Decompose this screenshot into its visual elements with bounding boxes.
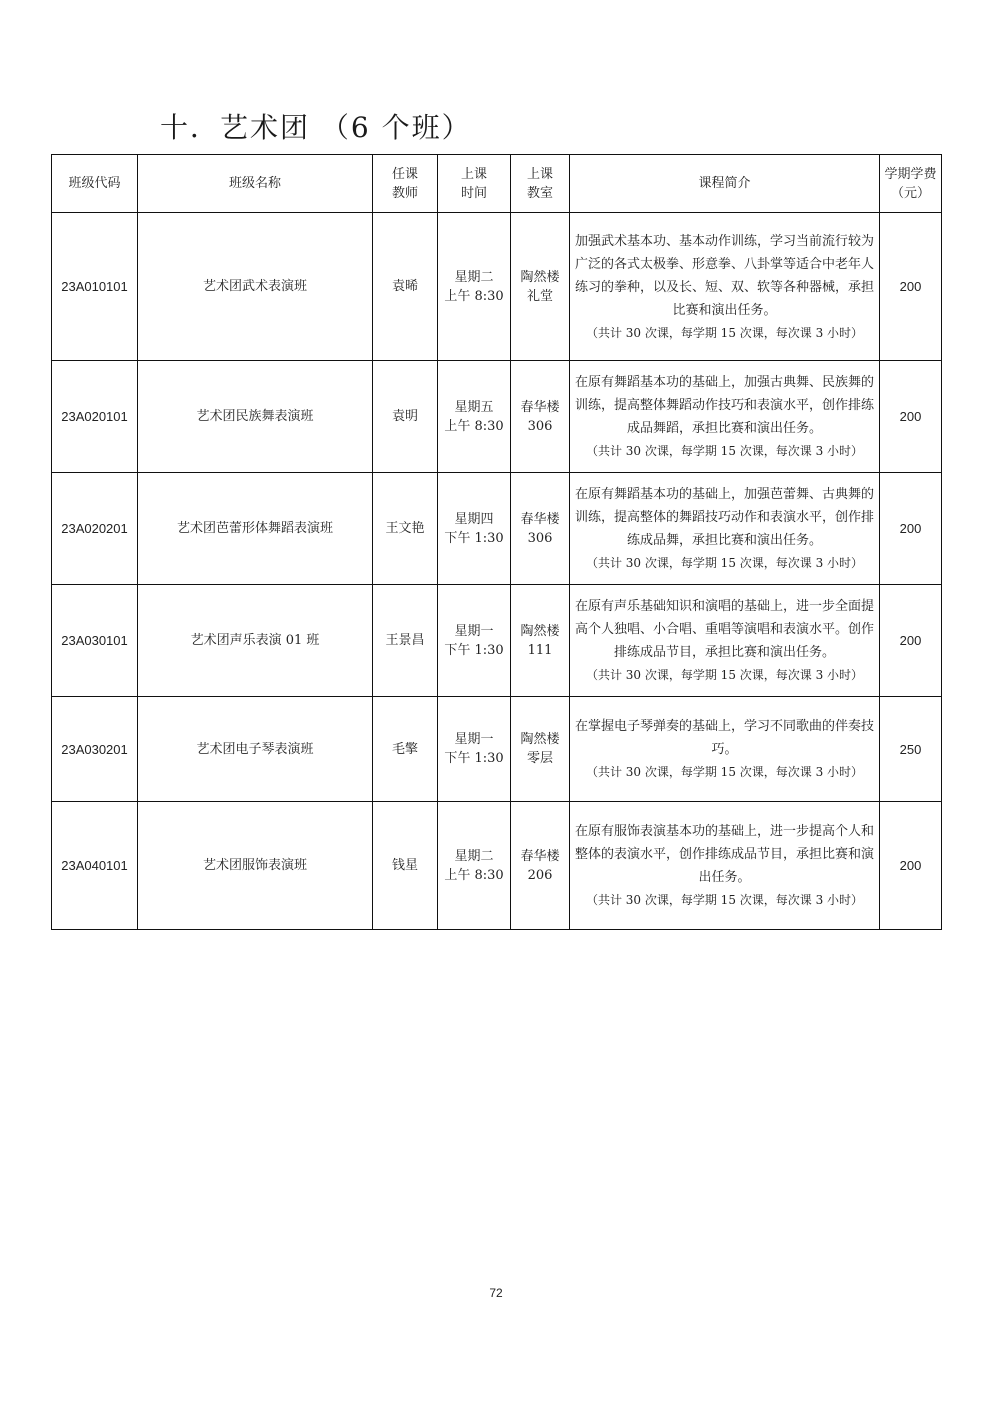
teacher: 王文艳 [373,473,438,585]
header-code: 班级代码 [52,155,138,213]
table-row [52,473,942,585]
course-intro: 在原有声乐基础知识和演唱的基础上，进一步全面提高个人独唱、小合唱、重唱等演唱和表演水平。创作排练成品节目，承担比赛和演出任务。 （共计 30 次课，每学期 15 次课，每次课 3 小时） [570,585,880,697]
class-time: 星期五 上午 8:30 [438,361,511,473]
teacher: 毛擎 [373,697,438,802]
table-row [52,802,942,930]
header-name: 班级名称 [138,155,373,213]
class-name: 艺术团民族舞表演班 [138,361,373,473]
class-name: 艺术团声乐表演 01 班 [138,585,373,697]
classroom: 春华楼 306 [511,361,570,473]
course-intro: 在掌握电子琴弹奏的基础上，学习不同歌曲的伴奏技巧。 （共计 30 次课，每学期 15 次课，每次课 3 小时） [570,697,880,802]
class-time: 星期二 上午 8:30 [438,213,511,361]
header-time: 上课 时间 [438,155,511,213]
class-code: 23A010101 [52,213,138,361]
teacher: 钱星 [373,802,438,930]
classroom: 春华楼 306 [511,473,570,585]
class-code: 23A030101 [52,585,138,697]
table-header-row [52,155,942,213]
class-code: 23A030201 [52,697,138,802]
course-intro: 加强武术基本功、基本动作训练，学习当前流行较为广泛的各式太极拳、形意拳、八卦掌等适合中老年人练习的拳种，以及长、短、双、软等各种器械，承担比赛和演出任务。 （共计 30 次课，每学期 15 次课，每次课 3 小时） [570,213,880,361]
classroom: 春华楼 206 [511,802,570,930]
course-intro: 在原有舞蹈基本功的基础上，加强芭蕾舞、古典舞的训练，提高整体的舞蹈技巧动作和表演水平，创作排练成品舞，承担比赛和演出任务。 （共计 30 次课，每学期 15 次课，每次课 3 小时） [570,473,880,585]
tuition-fee: 200 [880,473,942,585]
table-row [52,213,942,361]
header-teacher: 任课 教师 [373,155,438,213]
teacher: 王景昌 [373,585,438,697]
tuition-fee: 200 [880,213,942,361]
tuition-fee: 200 [880,585,942,697]
class-name: 艺术团芭蕾形体舞蹈表演班 [138,473,373,585]
header-fee: 学期学费 （元） [880,155,942,213]
page-title: 十．艺术团 （6 个班） [160,111,472,144]
course-intro: 在原有服饰表演基本功的基础上，进一步提高个人和整体的表演水平，创作排练成品节目，承担比赛和演出任务。 （共计 30 次课，每学期 15 次课，每次课 3 小时） [570,802,880,930]
tuition-fee: 200 [880,361,942,473]
classroom: 陶然楼 礼堂 [511,213,570,361]
header-intro: 课程简介 [570,155,880,213]
table-row [52,585,942,697]
class-name: 艺术团武术表演班 [138,213,373,361]
tuition-fee: 250 [880,697,942,802]
class-time: 星期四 下午 1:30 [438,473,511,585]
table-row [52,361,942,473]
classroom: 陶然楼 零层 [511,697,570,802]
class-code: 23A020101 [52,361,138,473]
class-code: 23A020201 [52,473,138,585]
page-number: 72 [489,1286,503,1300]
teacher: 袁明 [373,361,438,473]
class-code: 23A040101 [52,802,138,930]
header-room: 上课 教室 [511,155,570,213]
table-row [52,697,942,802]
class-name: 艺术团服饰表演班 [138,802,373,930]
classroom: 陶然楼 111 [511,585,570,697]
course-intro: 在原有舞蹈基本功的基础上，加强古典舞、民族舞的训练，提高整体舞蹈动作技巧和表演水平，创作排练成品舞蹈，承担比赛和演出任务。 （共计 30 次课，每学期 15 次课，每次课 3 小时） [570,361,880,473]
teacher: 袁晞 [373,213,438,361]
course-table [51,154,942,930]
class-time: 星期一 下午 1:30 [438,585,511,697]
class-name: 艺术团电子琴表演班 [138,697,373,802]
class-time: 星期一 下午 1:30 [438,697,511,802]
class-time: 星期二 上午 8:30 [438,802,511,930]
tuition-fee: 200 [880,802,942,930]
